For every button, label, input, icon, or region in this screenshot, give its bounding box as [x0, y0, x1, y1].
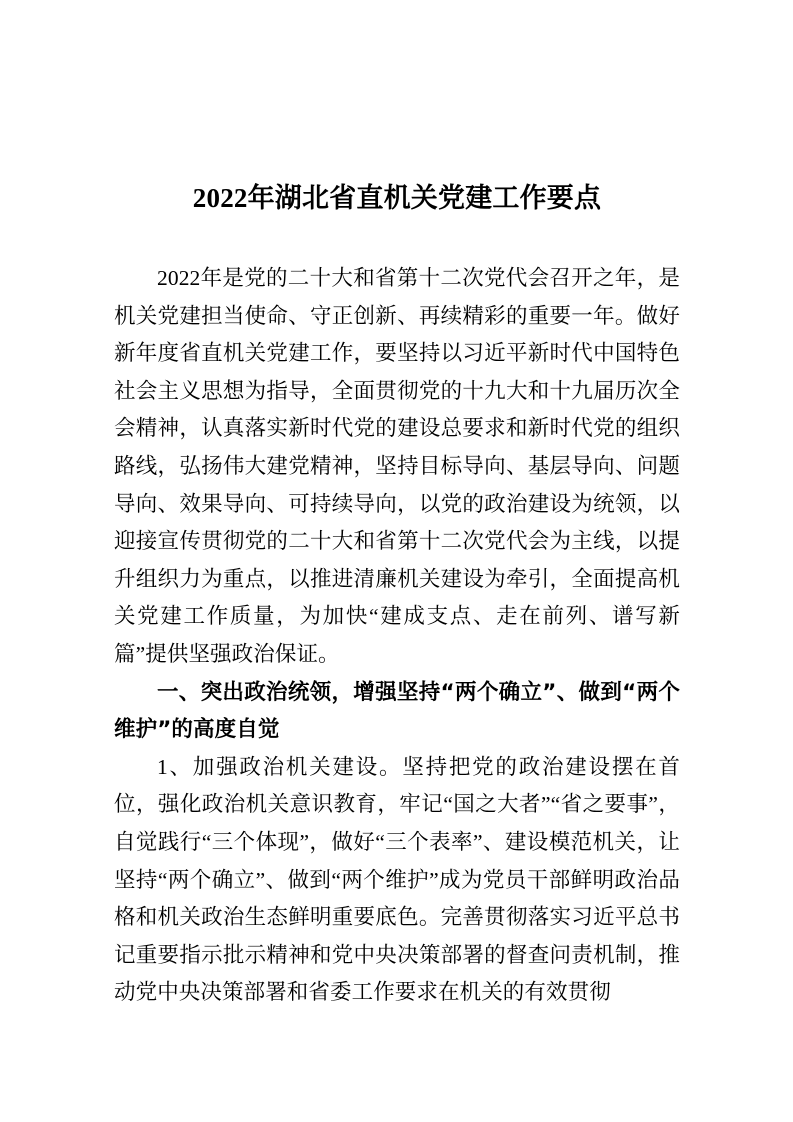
item-paragraph-1: 1、加强政治机关建设。坚持把党的政治建设摆在首位，强化政治机关意识教育，牢记“国之大者”“省之要事”，自觉践行“三个体现”，做好“三个表率”、建设模范机关，让坚持“两个确立”、做到“两个维护”成为党员干部鲜明政治品格和机关政治生态鲜明重要底色。完善贯彻落实习近平总书记重要指示批示精神和党中央决策部署的督查问责机制，推动党中央决策部署和省委工作要求在机关的有效贯彻 [114, 754, 680, 1005]
intro-paragraph: 2022年是党的二十大和省第十二次党代会召开之年，是机关党建担当使命、守正创新、再续精彩的重要一年。做好新年度省直机关党建工作，要坚持以习近平新时代中国特色社会主义思想为指导，全面贯彻党的十九大和十九届历次全会精神，认真落实新时代党的建设总要求和新时代党的组织路线，弘扬伟大建党精神，坚持目标导向、基层导向、问题导向、效果导向、可持续导向，以党的政治建设为统领，以迎接宣传贯彻党的二十大和省第十二次党代会为主线，以提升组织力为重点，以推进清廉机关建设为牵引，全面提高机关党建工作质量，为加快“建成支点、走在前列、谱写新篇”提供坚强政治保证。 [114, 266, 680, 666]
section-heading-1: 一、突出政治统领，增强坚持“两个确立”、做到“两个维护”的高度自觉 [114, 679, 680, 743]
document-body [114, 260, 680, 1012]
page-title: 2022年湖北省直机关党建工作要点 [192, 183, 602, 213]
